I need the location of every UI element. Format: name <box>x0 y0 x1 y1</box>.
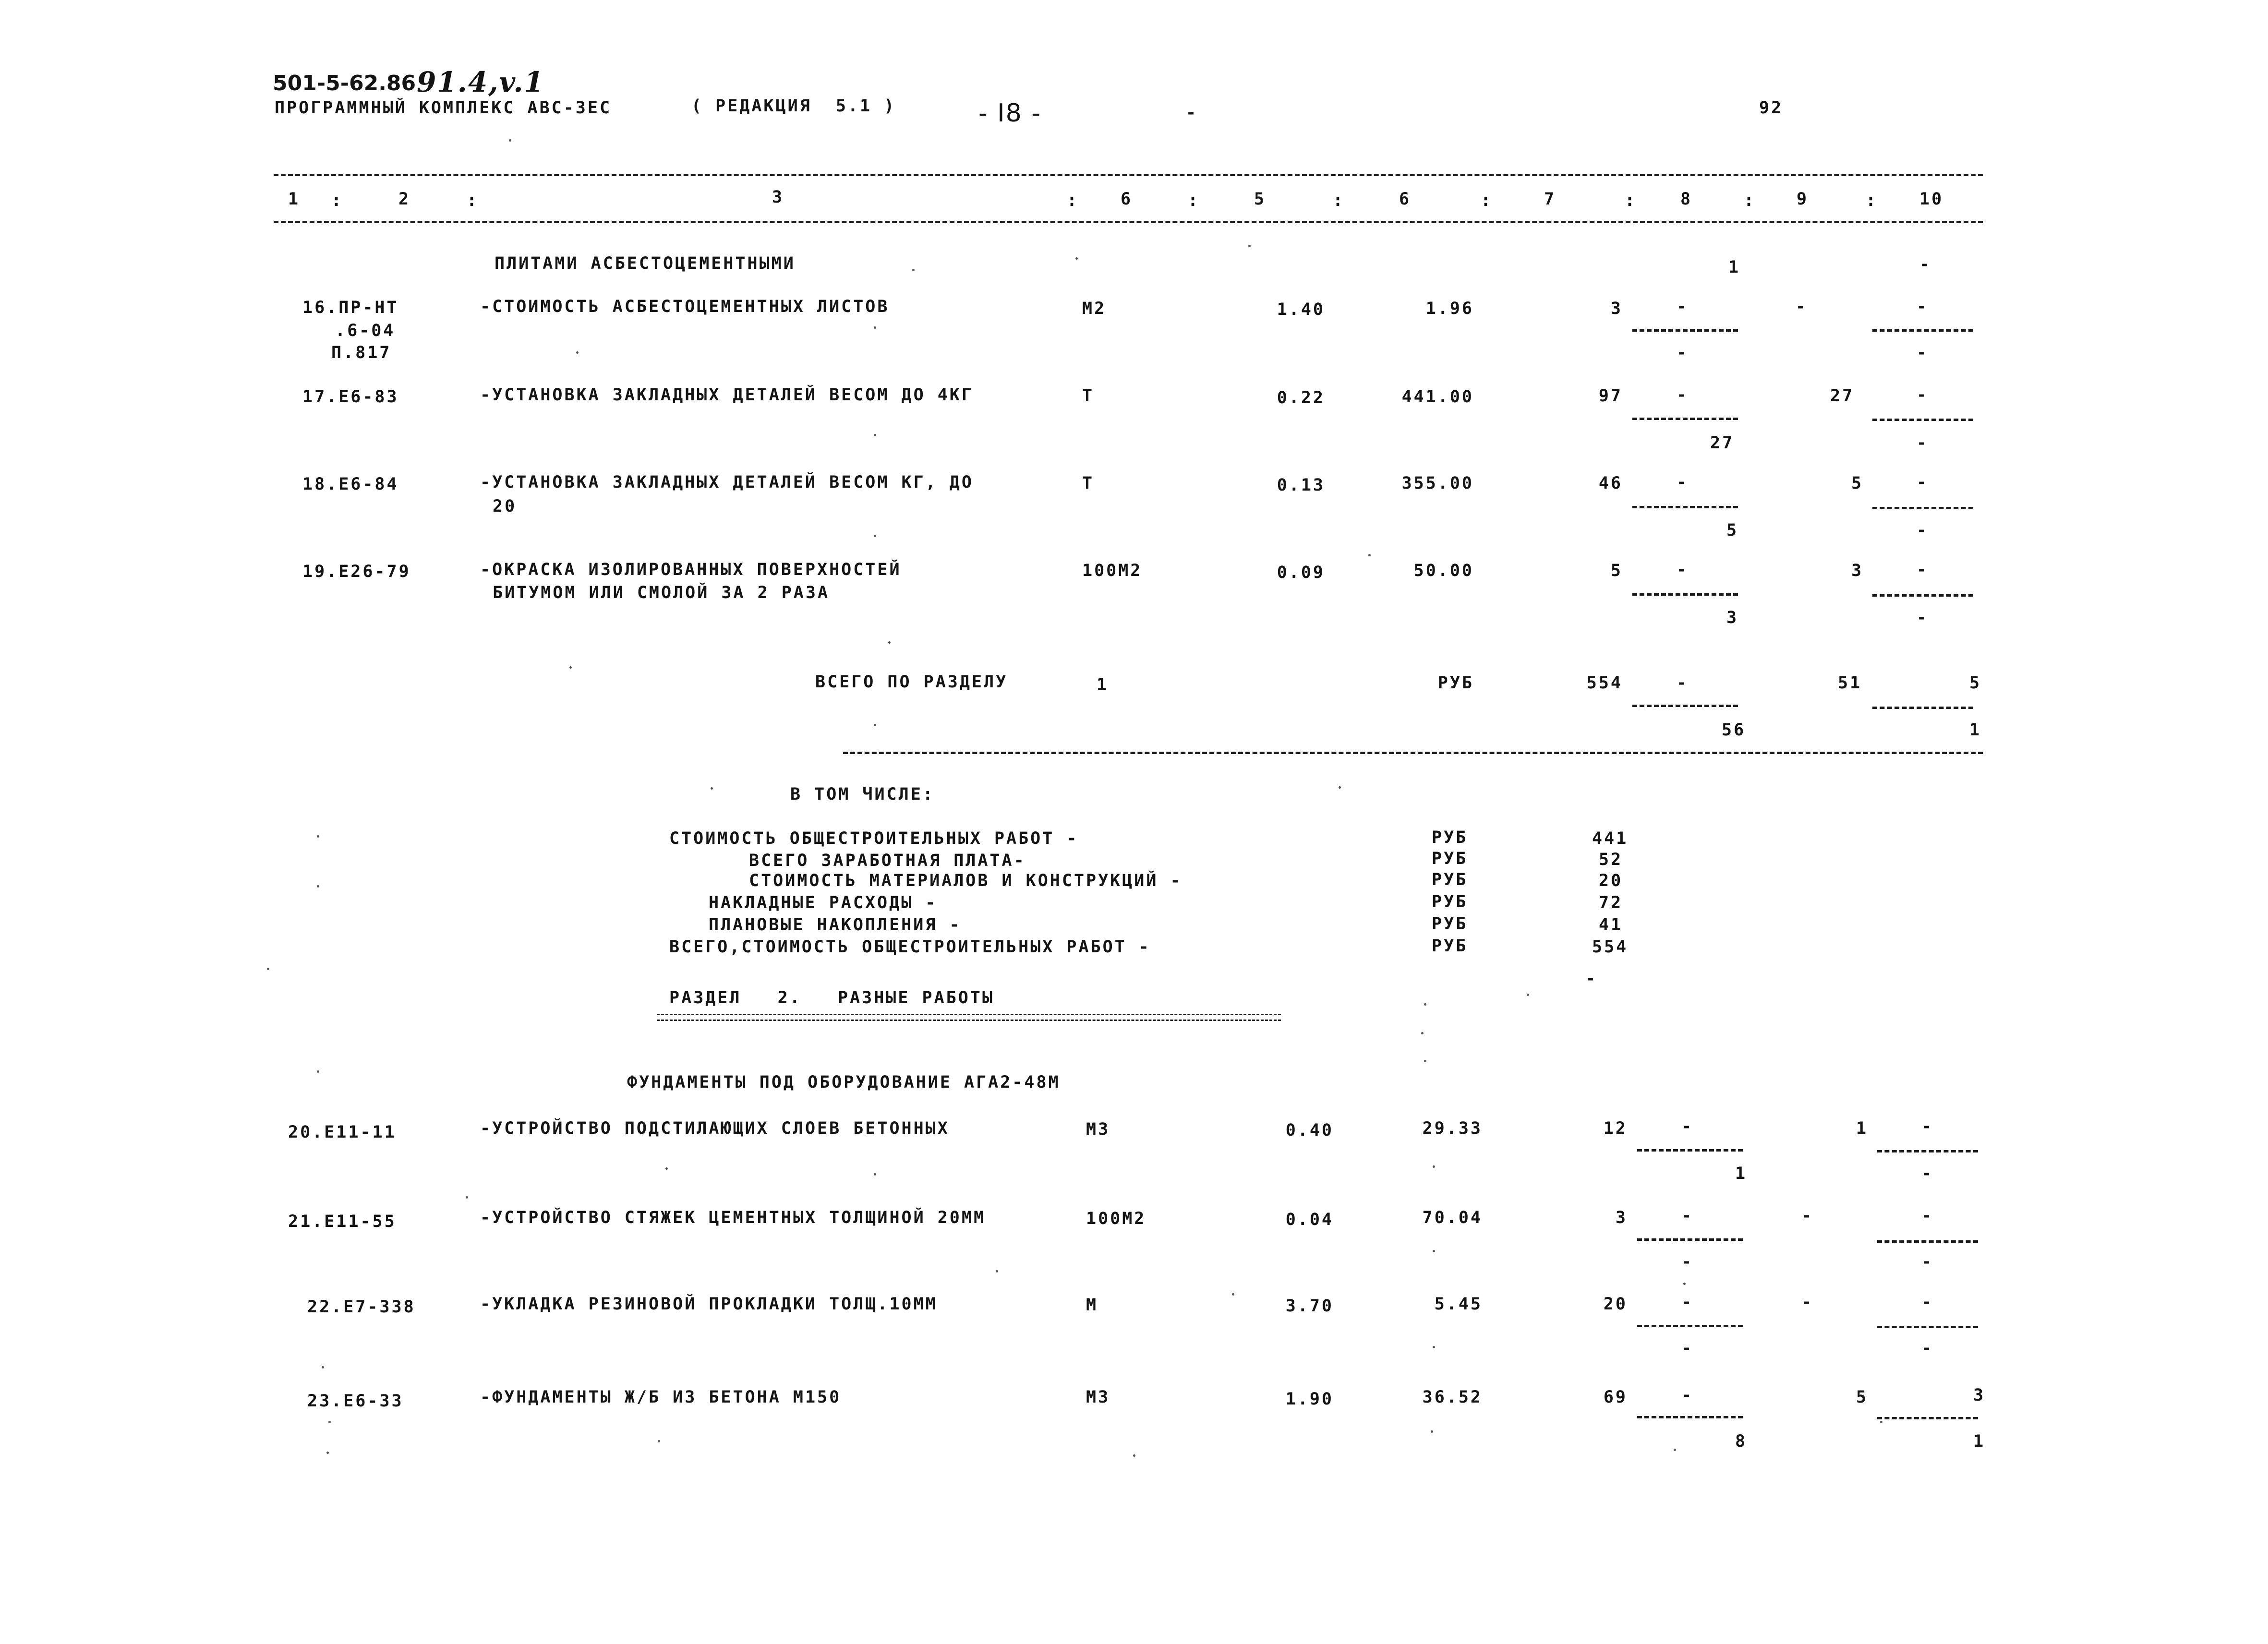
row-col9: 5 <box>1851 474 1864 493</box>
document-code: 501-5-62.86 <box>273 71 416 96</box>
section-total-rule <box>843 752 1983 754</box>
section-total-col9: 51 <box>1838 673 1862 693</box>
row-name: -УСТРОЙСТВО ПОДСТИЛАЮЩИХ СЛОЕВ БЕТОННЫХ <box>480 1119 950 1138</box>
row-price: 1.96 <box>1425 299 1474 318</box>
section2-heading: РАЗДЕЛ 2. РАЗНЫЕ РАБОТЫ <box>669 988 994 1008</box>
row-total: 5 <box>1610 561 1623 580</box>
row-code: 22.Е7-338 <box>307 1297 416 1317</box>
row-total: 3 <box>1610 299 1623 318</box>
row-col9: - <box>1796 297 1808 316</box>
row-code: 16.ПР-НТ <box>302 298 399 317</box>
row-col10-bottom: 1 <box>1973 1432 1986 1451</box>
row-qty: 1.40 <box>1277 300 1325 319</box>
row-col10-bottom: - <box>1921 1339 1934 1358</box>
breakdown-trailing-dash: - <box>1585 969 1598 988</box>
row-col10-bottom: - <box>1917 433 1929 453</box>
row-unit: М2 <box>1082 299 1107 318</box>
row-total: 20 <box>1603 1295 1628 1314</box>
row-col10-bottom: - <box>1917 608 1929 627</box>
document-page: 501-5-62.86 91.4,v.1 ПРОГРАММНЫЙ КОМПЛЕКС АВС-ЗЕС ( РЕДАКЦИЯ 5.1 ) - I8 - - 92 1 : 2 : 3 : 6 : 5 : 6 : 7 : 8 : 9 : 10 ПЛИТАМИ АСБЕСТОЦЕМЕНТНЫМИ 1 - 16.ПР-НТ .6-04 П.817 -СТОИМОСТЬ АСБЕСТОЦЕМЕНТНЫХ ЛИСТОВ М2 1.40 1.96 3 - - - - - 17.Е6-83 -УСТАНОВКА ЗАКЛАДНЫХ ДЕТАЛЕЙ ВЕСОМ ДО 4КГ Т 0.22 441.00 97 - 27 27 - - 18.Е6-84 -УСТАНОВКА ЗАКЛАДНЫХ ДЕТАЛЕЙ ВЕСОМ КГ, ДО 20 Т 0.13 355.00 46 - 5 5 - - 19.Е26-79 -ОКРАСКА ИЗОЛИРОВАННЫХ ПОВЕРХНОСТЕЙ БИТУМОМ ИЛИ СМОЛОЙ ЗА 2 РАЗА 100М2 0.09 50.00 5 - 3 3 - - ВСЕГО ПО РАЗДЕЛУ 1 РУБ 554 - 56 51 5 1 В ТОМ ЧИСЛЕ: СТОИМОСТЬ ОБЩЕСТРОИТЕЛЬНЫХ РАБОТ - ВСЕГО ЗАРАБОТНАЯ ПЛАТА- СТОИМОСТЬ МАТЕРИАЛОВ И КОНСТРУКЦИЙ - НАКЛАДНЫЕ РАСХОДЫ - ПЛАНОВЫЕ НАКОПЛЕНИЯ - ВСЕГО,СТОИМОСТЬ ОБЩЕСТРОИТЕЛЬНЫХ РАБОТ - РУБ РУБ РУБ РУБ РУБ РУБ 441 52 20 72 41 554 - РАЗДЕЛ 2. РАЗНЫЕ РАБОТЫ ФУНДАМЕНТЫ ПОД ОБОРУДОВАНИЕ АГА2-48М 20.Е11-11 -УСТРОЙСТВО ПОДСТИЛАЮЩИХ СЛОЕВ БЕТОННЫХ М3 0.40 29.33 12 - 1 1 - - 21.Е11-55 -УСТРОЙСТВО СТЯЖЕК ЦЕМЕНТНЫХ ТОЛЩИНОЙ 20ММ 100М2 0.04 70.04 3 - - - - - 22.Е7-338 -УКЛАДКА РЕЗИНОВОЙ ПРОКЛАДКИ ТОЛЩ.10ММ М 3.70 5.45 20 - - - - - 23.Е6-33 -ФУНДАМЕНТЫ Ж/Б ИЗ БЕТОНА М150 М3 1.90 36.52 69 - 8 5 3 1 <box>0 0 2268 1644</box>
row-name: -УКЛАДКА РЕЗИНОВОЙ ПРОКЛАДКИ ТОЛЩ.10ММ <box>480 1295 938 1314</box>
row-code: 20.Е11-11 <box>288 1123 397 1142</box>
row-name: -СТОИМОСТЬ АСБЕСТОЦЕМЕНТНЫХ ЛИСТОВ <box>480 297 890 316</box>
row-code: 21.Е11-55 <box>288 1212 397 1231</box>
row-col9: 3 <box>1851 561 1864 580</box>
breakdown-value: 52 <box>1599 850 1623 869</box>
row-col9: 5 <box>1856 1388 1869 1407</box>
row-unit: 100М2 <box>1082 561 1143 580</box>
section-total-col10-top: 5 <box>1969 673 1982 693</box>
row-name: -ОКРАСКА ИЗОЛИРОВАННЫХ ПОВЕРХНОСТЕЙ <box>480 560 902 579</box>
row-code: П.817 <box>331 343 392 362</box>
row-col10-top: - <box>1917 560 1929 579</box>
row-total: 3 <box>1615 1208 1628 1227</box>
section-total-unit: 1 <box>1097 675 1109 695</box>
row-unit: Т <box>1082 386 1095 406</box>
row-total: 46 <box>1598 474 1623 493</box>
row-col8-bottom: 27 <box>1710 433 1735 453</box>
col-header-7: 7 <box>1544 190 1556 209</box>
row-price: 441.00 <box>1401 387 1474 407</box>
row-col8-top: - <box>1677 473 1689 492</box>
table-header-rule <box>274 221 1983 223</box>
breakdown-label: СТОИМОСТЬ ОБЩЕСТРОИТЕЛЬНЫХ РАБОТ - <box>669 829 1079 848</box>
row-col8-bottom: - <box>1677 343 1689 362</box>
row-name: -УСТРОЙСТВО СТЯЖЕК ЦЕМЕНТНЫХ ТОЛЩИНОЙ 20ММ <box>480 1208 986 1227</box>
breakdown-unit: РУБ <box>1432 892 1468 912</box>
row-qty: 0.40 <box>1285 1121 1334 1140</box>
row-col10-top: 3 <box>1973 1386 1986 1405</box>
row-col8-top: - <box>1677 385 1689 405</box>
row-col10-top: - <box>1921 1206 1934 1225</box>
breakdown-unit: РУБ <box>1432 828 1468 847</box>
col-header-6: 6 <box>1399 190 1411 209</box>
section-total-currency: РУБ <box>1437 673 1474 693</box>
program-name: ПРОГРАММНЫЙ КОМПЛЕКС АВС-ЗЕС <box>275 98 612 118</box>
row-price: 36.52 <box>1422 1388 1483 1407</box>
row-qty: 1.90 <box>1285 1390 1334 1409</box>
breakdown-unit: РУБ <box>1432 936 1468 956</box>
row-price: 29.33 <box>1422 1119 1483 1138</box>
continuation-text: ПЛИТАМИ АСБЕСТОЦЕМЕНТНЫМИ <box>495 254 796 273</box>
section-total-value: 554 <box>1586 673 1623 693</box>
section-total-col8-bottom: 56 <box>1722 720 1746 740</box>
table-top-rule <box>274 174 1983 176</box>
program-edition: ( РЕДАКЦИЯ 5.1 ) <box>691 96 896 116</box>
row-col10-top: - <box>1921 1293 1934 1312</box>
row-col9: - <box>1801 1206 1814 1225</box>
col-header-5: 5 <box>1254 190 1267 209</box>
section2-subheading: ФУНДАМЕНТЫ ПОД ОБОРУДОВАНИЕ АГА2-48М <box>627 1073 1061 1092</box>
handwritten-note: 91.4,v.1 <box>417 66 544 98</box>
col-header-4: 6 <box>1121 190 1133 209</box>
row-col9: 1 <box>1856 1119 1869 1138</box>
breakdown-value: 72 <box>1599 893 1623 912</box>
row-name: -ФУНДАМЕНТЫ Ж/Б ИЗ БЕТОНА М150 <box>480 1388 842 1407</box>
breakdown-title: В ТОМ ЧИСЛЕ: <box>790 785 935 804</box>
row-qty: 0.04 <box>1285 1210 1334 1229</box>
breakdown-unit: РУБ <box>1432 849 1468 868</box>
row-col8-top: - <box>1681 1293 1694 1312</box>
col-header-9: 9 <box>1797 190 1809 209</box>
row-price: 5.45 <box>1434 1295 1483 1314</box>
row-col8-bottom: - <box>1681 1339 1694 1358</box>
breakdown-value: 441 <box>1592 829 1629 848</box>
page-number: - I8 - <box>978 99 1042 128</box>
row-qty: 0.09 <box>1277 563 1325 582</box>
col-header-10: 10 <box>1919 190 1944 209</box>
section-total-label: ВСЕГО ПО РАЗДЕЛУ <box>815 672 1008 692</box>
row-unit: Т <box>1082 474 1095 493</box>
row-col10-top: - <box>1917 385 1929 405</box>
section-total-col10-bottom: 1 <box>1969 720 1982 740</box>
row-price: 355.00 <box>1401 474 1474 493</box>
row-total: 12 <box>1603 1119 1628 1138</box>
row-total: 97 <box>1598 386 1623 406</box>
row-code: 23.Е6-33 <box>307 1392 404 1411</box>
row-col10-bottom: - <box>1921 1164 1934 1183</box>
row-col10-top: - <box>1917 297 1929 316</box>
row-price: 50.00 <box>1413 561 1474 580</box>
breakdown-label: НАКЛАДНЫЕ РАСХОДЫ - <box>709 893 938 912</box>
row-unit: М <box>1086 1296 1098 1315</box>
header-dash: - <box>1186 103 1198 122</box>
row-name-continued: БИТУМОМ ИЛИ СМОЛОЙ ЗА 2 РАЗА <box>493 583 830 602</box>
continuation-col10: - <box>1919 255 1932 274</box>
row-code: 19.Е26-79 <box>302 562 411 581</box>
continuation-col8: 1 <box>1728 258 1741 277</box>
row-unit: 100М2 <box>1086 1209 1146 1228</box>
row-col10-bottom: - <box>1921 1252 1934 1272</box>
row-col10-top: - <box>1921 1117 1934 1136</box>
col-header-8: 8 <box>1680 190 1693 209</box>
sheet-number: 92 <box>1759 98 1784 118</box>
section2-heading-underline <box>657 1014 1281 1021</box>
row-col8-top: - <box>1681 1206 1694 1225</box>
row-col8-top: - <box>1681 1386 1694 1405</box>
breakdown-label: ВСЕГО,СТОИМОСТЬ ОБЩЕСТРОИТЕЛЬНЫХ РАБОТ - <box>669 937 1151 957</box>
breakdown-unit: РУБ <box>1432 870 1468 889</box>
row-name-continued: 20 <box>493 497 517 516</box>
row-price: 70.04 <box>1422 1208 1483 1227</box>
col-header-2: 2 <box>398 190 411 209</box>
col-header-3: 3 <box>772 188 784 207</box>
breakdown-value: 41 <box>1599 915 1623 935</box>
row-total: 69 <box>1603 1388 1628 1407</box>
row-col10-bottom: - <box>1917 343 1929 362</box>
row-name: -УСТАНОВКА ЗАКЛАДНЫХ ДЕТАЛЕЙ ВЕСОМ ДО 4КГ <box>480 385 974 405</box>
row-col9: - <box>1801 1293 1814 1312</box>
breakdown-label: ВСЕГО ЗАРАБОТНАЯ ПЛАТА- <box>749 851 1026 870</box>
row-col8-bottom: 5 <box>1726 521 1739 540</box>
breakdown-label: ПЛАНОВЫЕ НАКОПЛЕНИЯ - <box>709 915 962 935</box>
row-col8-top: - <box>1677 560 1689 579</box>
row-col8-top: - <box>1681 1117 1694 1136</box>
breakdown-value: 554 <box>1592 937 1629 957</box>
row-unit: М3 <box>1086 1388 1110 1407</box>
col-header-1: 1 <box>288 190 301 209</box>
row-col8-bottom: 8 <box>1735 1432 1748 1451</box>
row-qty: 0.22 <box>1277 388 1325 408</box>
row-code: 17.Е6-83 <box>302 387 399 407</box>
breakdown-value: 20 <box>1599 871 1623 890</box>
row-col8-bottom: - <box>1681 1252 1694 1272</box>
row-col8-top: - <box>1677 297 1689 316</box>
row-name: -УСТАНОВКА ЗАКЛАДНЫХ ДЕТАЛЕЙ ВЕСОМ КГ, ДО <box>480 473 974 492</box>
breakdown-label: СТОИМОСТЬ МАТЕРИАЛОВ И КОНСТРУКЦИЙ - <box>749 871 1182 890</box>
section-total-col8-top: - <box>1677 673 1689 693</box>
row-qty: 0.13 <box>1277 476 1325 495</box>
row-code: 18.Е6-84 <box>302 475 399 494</box>
row-col9: 27 <box>1830 386 1855 406</box>
row-col8-bottom: 1 <box>1735 1164 1748 1183</box>
breakdown-unit: РУБ <box>1432 914 1468 934</box>
row-col10-top: - <box>1917 473 1929 492</box>
row-qty: 3.70 <box>1285 1296 1334 1316</box>
row-col8-bottom: 3 <box>1726 608 1739 627</box>
row-unit: М3 <box>1086 1120 1110 1139</box>
row-col10-bottom: - <box>1917 521 1929 540</box>
row-code: .6-04 <box>335 321 396 340</box>
